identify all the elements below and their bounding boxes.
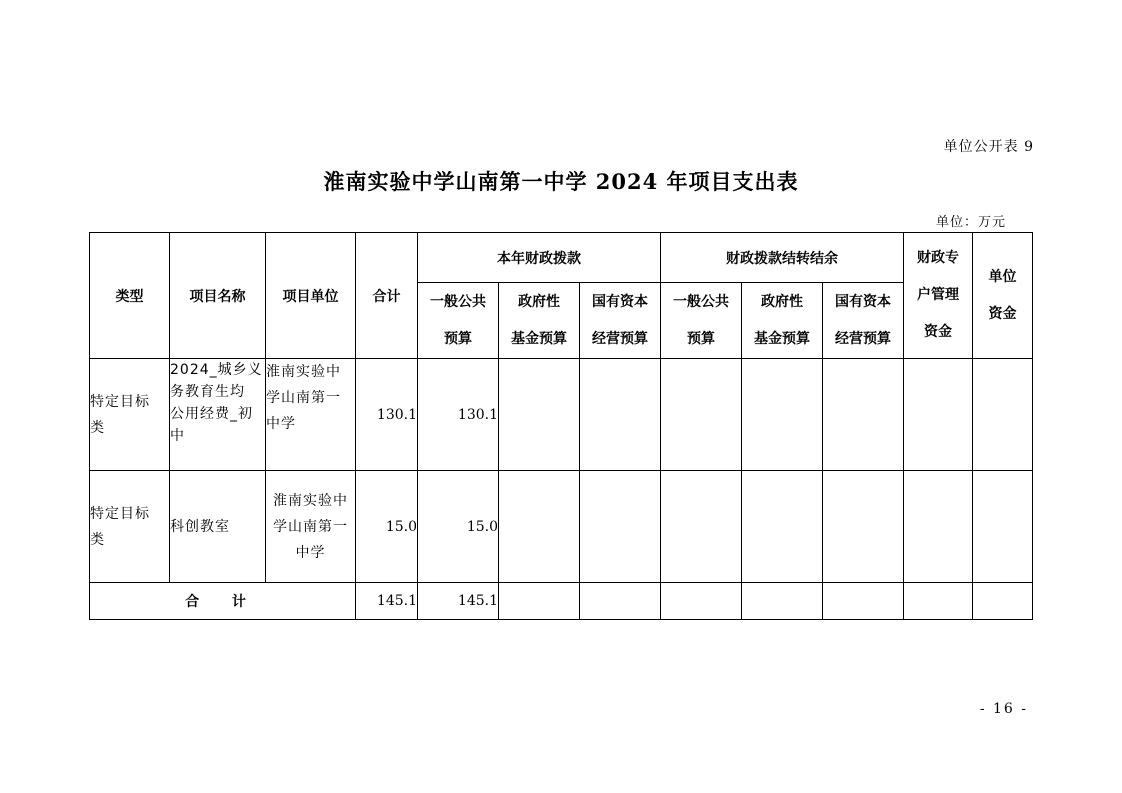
cell-line: 中 [170, 428, 185, 444]
table-row [90, 359, 1033, 471]
footer-general-budget: 145.1 [418, 583, 499, 620]
header-unit-funds-line: 单位 [988, 268, 1017, 285]
cell-empty [973, 471, 1033, 583]
cell-line: 类 [90, 419, 105, 436]
header-car-government-fund [742, 283, 823, 359]
project-expenditure-table [89, 232, 1033, 620]
cell-line: 淮南实验中 [273, 492, 348, 509]
cell-empty [499, 583, 580, 620]
header-special-account-line: 资金 [924, 324, 953, 340]
cell-empty [904, 359, 973, 471]
cell-general-budget: 130.1 [418, 359, 499, 471]
header-special-account-line: 户管理 [917, 287, 960, 303]
cell-line: 公用经费_初 [170, 406, 253, 422]
page-number: - 16 - [979, 701, 1028, 717]
cell-empty [742, 583, 823, 620]
cell-project-unit [266, 471, 356, 583]
header-type: 类型 [90, 233, 170, 359]
header-total: 合计 [356, 233, 418, 359]
header-line: 基金预算 [511, 330, 567, 347]
header-project-unit: 项目单位 [266, 233, 356, 359]
cell-general-budget: 15.0 [418, 471, 499, 583]
cell-line: 特定目标 [90, 393, 150, 410]
cell-empty [823, 583, 904, 620]
header-current-year-appropriation: 本年财政拨款 [418, 233, 661, 283]
header-special-account-line: 财政专 [917, 250, 960, 266]
table-footer-row [90, 583, 1033, 620]
header-cur-state-capital [580, 283, 661, 359]
cell-line: 类 [90, 531, 105, 548]
cell-line: 学山南第一 [266, 390, 341, 406]
header-carryover-balance: 财政拨款结转结余 [661, 233, 904, 283]
cell-empty [742, 359, 823, 471]
cell-empty [661, 583, 742, 620]
cell-line: 中学 [295, 544, 326, 561]
header-line: 一般公共 [673, 293, 730, 310]
cell-empty [580, 471, 661, 583]
table-row [90, 471, 1033, 583]
header-line: 国有资本 [835, 293, 892, 310]
cell-empty [823, 359, 904, 471]
header-car-state-capital [823, 283, 904, 359]
cell-line: 科创教室 [170, 518, 230, 535]
header-line: 基金预算 [754, 330, 811, 347]
cell-line: 淮南实验中 [266, 364, 341, 380]
cell-project-name [170, 359, 266, 471]
cell-empty [580, 583, 661, 620]
footer-total: 145.1 [356, 583, 418, 620]
form-code: 单位公开表 9 [943, 139, 1034, 155]
header-unit-funds [973, 233, 1033, 359]
unit-label: 单位：万元 [935, 215, 1006, 230]
cell-empty [904, 583, 973, 620]
header-cur-general-budget [418, 283, 499, 359]
cell-empty [742, 471, 823, 583]
header-line: 经营预算 [835, 330, 892, 347]
cell-empty [499, 471, 580, 583]
cell-total: 15.0 [356, 471, 418, 583]
header-car-general-budget [661, 283, 742, 359]
header-unit-funds-line: 资金 [988, 305, 1017, 322]
cell-line: 学山南第一 [273, 518, 348, 535]
header-line: 政府性 [518, 293, 560, 310]
header-project-name: 项目名称 [170, 233, 266, 359]
cell-type [90, 359, 170, 471]
header-line: 国有资本 [592, 293, 648, 310]
cell-empty [973, 359, 1033, 471]
cell-line: 务教育生均 [170, 384, 245, 400]
cell-total: 130.1 [356, 359, 418, 471]
header-line: 政府性 [761, 293, 804, 310]
cell-empty [580, 359, 661, 471]
cell-empty [661, 359, 742, 471]
cell-empty [904, 471, 973, 583]
header-line: 预算 [444, 330, 472, 347]
cell-line: 2024_城乡义 [170, 362, 263, 378]
header-cur-government-fund [499, 283, 580, 359]
cell-project-unit [266, 359, 356, 471]
cell-project-name [170, 471, 266, 583]
document-title: 淮南实验中学山南第一中学 2024 年项目支出表 [323, 169, 799, 194]
cell-line: 特定目标 [90, 505, 150, 522]
cell-empty [823, 471, 904, 583]
cell-empty [973, 583, 1033, 620]
header-line: 一般公共 [430, 293, 486, 310]
cell-empty [661, 471, 742, 583]
header-line: 经营预算 [592, 330, 648, 347]
footer-total-label: 合 计 [90, 583, 356, 620]
cell-line: 中学 [266, 416, 296, 432]
cell-empty [499, 359, 580, 471]
header-line: 预算 [687, 330, 716, 347]
header-special-account-funds [904, 233, 973, 359]
cell-type [90, 471, 170, 583]
